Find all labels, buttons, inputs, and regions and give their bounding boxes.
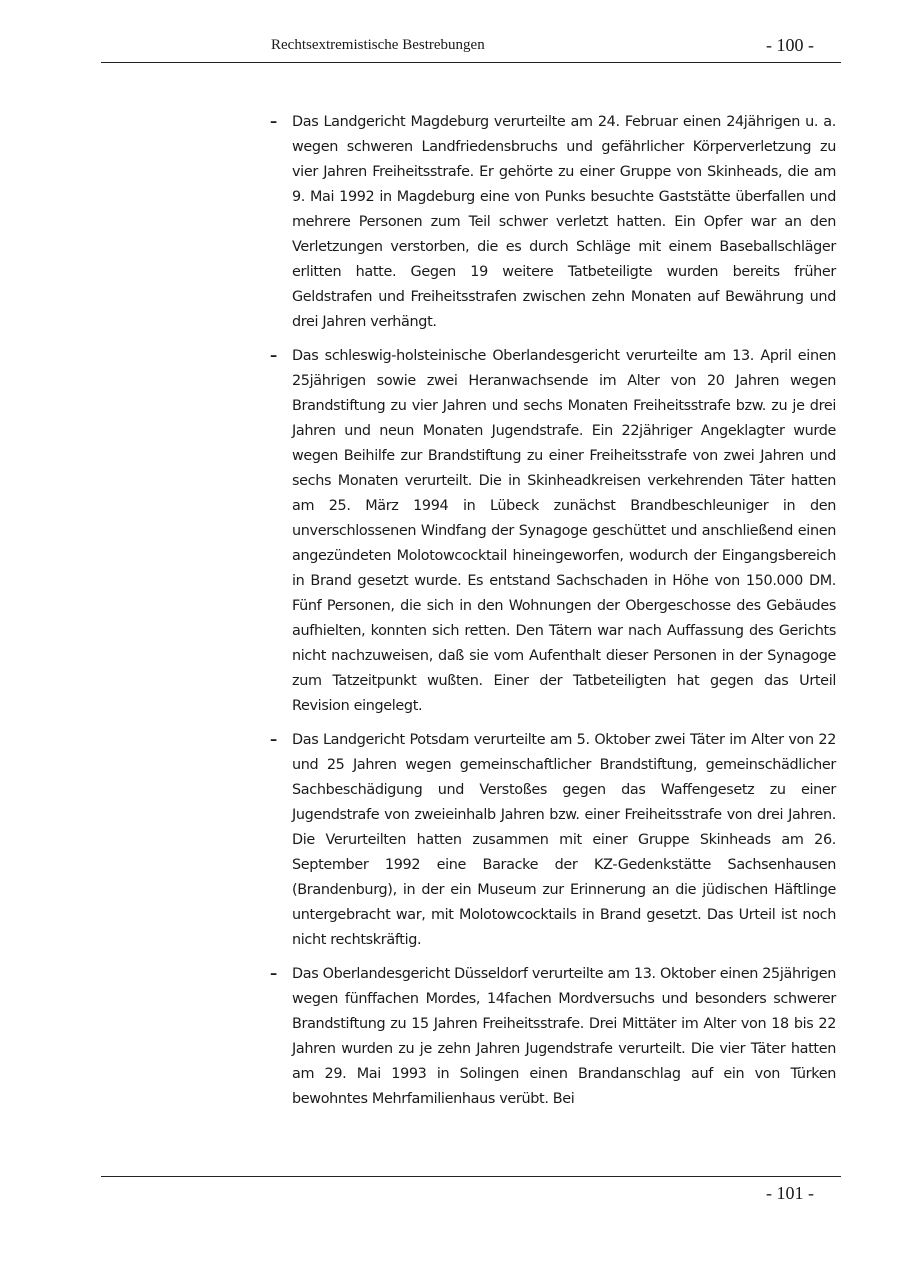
dash-bullet: –: [270, 732, 277, 748]
footer-page-number: - 101 -: [766, 1183, 814, 1203]
page-footer: [101, 1176, 841, 1203]
list-item-text: Das Landgericht Potsdam verurteilte am 5. Oktober zwei Täter im Alter von 22 und 25 Jahren wegen gemeinschaftlicher Brandstiftung, gemeinschädlicher Sachbeschädigung und Verstoßes gegen das Waffengesetz zu einer Jugendstrafe von zweieinhalb Jahren bzw. einer Freiheitsstrafe von drei Jahren. Die Verurteilten hatten zusammen mit einer Gruppe Skinheads am 26. September 1992 eine Baracke der KZ-Gedenkstätte Sachsenhausen (Brandenburg), in der ein Museum zur Erinnerung an die jüdischen Häftlinge untergebracht war, mit Molotowcocktails in Brand gesetzt. Das Urteil ist noch nicht rechtskräftig.: [292, 732, 836, 948]
list-item-text: Das Oberlandesgericht Düsseldorf verurteilte am 13. Oktober einen 25jährigen wegen fünffachen Mordes, 14fachen Mordversuchs und besonders schwerer Brandstiftung zu 15 Jahren Freiheitsstrafe. Drei Mittäter im Alter von 18 bis 22 Jahren wurden zu je zehn Jahren Jugendstrafe verurteilt. Die vier Täter hatten am 29. Mai 1993 in Solingen einen Brandanschlag auf ein von Türken bewohntes Mehrfamilienhaus verübt. Bei: [292, 966, 836, 1107]
list-item: [270, 962, 836, 1112]
list-item: [270, 110, 836, 335]
header-page-number: - 100 -: [766, 35, 814, 55]
running-title: Rechtsextremistische Bestrebungen: [271, 37, 485, 53]
dash-bullet: –: [270, 348, 277, 364]
list-item-text: Das Landgericht Magdeburg verurteilte am 24. Februar einen 24jährigen u. a. wegen schweren Landfriedensbruchs und gefährlicher Körperverletzung zu vier Jahren Freiheitsstrafe. Er gehörte zu einer Gruppe von Skinheads, die am 9. Mai 1992 in Magdeburg eine von Punks besuchte Gaststätte überfallen und mehrere Personen zum Teil schwer verletzt hatten. Ein Opfer war an den Verletzungen verstorben, die es durch Schläge mit einem Baseballschläger erlitten hatte. Gegen 19 weitere Tatbeteiligte wurden bereits früher Geldstrafen und Freiheitsstrafen zwischen zehn Monaten auf Bewährung und drei Jahren verhängt.: [292, 114, 836, 330]
page-header: [101, 30, 841, 63]
dash-bullet: –: [270, 114, 277, 130]
dash-bullet: –: [270, 966, 277, 982]
list-item: [270, 344, 836, 719]
main-content: [270, 110, 836, 1121]
list-item-text: Das schleswig-holsteinische Oberlandesgericht verurteilte am 13. April einen 25jährigen sowie zwei Heranwachsende im Alter von 20 Jahren wegen Brandstiftung zu vier Jahren und sechs Monaten Freiheitsstrafe bzw. zu je drei Jahren und neun Monaten Jugendstrafe. Ein 22jähriger Angeklagter wurde wegen Beihilfe zur Brandstiftung zu einer Freiheitsstrafe von zwei Jahren und sechs Monaten verurteilt. Die in Skinheadkreisen verkehrenden Täter hatten am 25. März 1994 in Lübeck zunächst Brandbeschleuniger in den unverschlossenen Windfang der Synagoge geschüttet und anschließend einen angezündeten Molotowcocktail hineingeworfen, wodurch der Eingangsbereich in Brand gesetzt wurde. Es entstand Sachschaden in Höhe von 150.000 DM. Fünf Personen, die sich in den Wohnungen der Obergeschosse des Gebäudes aufhielten, konnten sich retten. Den Tätern war nach Auffassung des Gerichts nicht nachzuweisen, daß sie vom Aufenthalt dieser Personen in der Synagoge zum Tatzeitpunkt wußten. Einer der Tatbeteiligten hat gegen das Urteil Revision eingelegt.: [292, 348, 836, 714]
list-item: [270, 728, 836, 953]
